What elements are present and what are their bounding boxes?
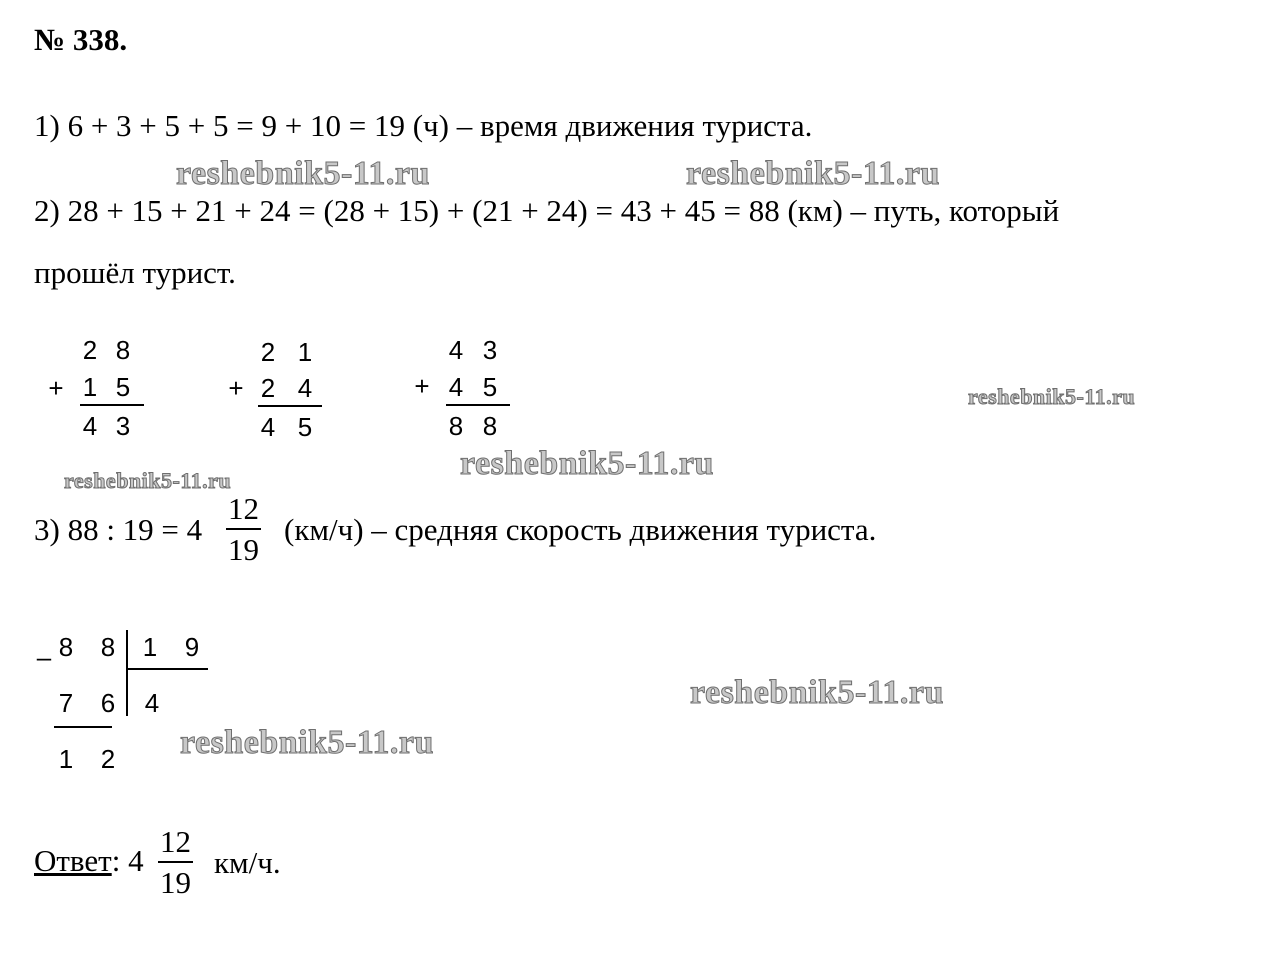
- fraction-numerator: 12: [158, 826, 193, 863]
- fraction-denominator: 19: [228, 532, 259, 567]
- column-addition-3: [408, 333, 518, 443]
- sum-digit: 5: [297, 412, 313, 442]
- watermark: reshebnik5-11.ru: [686, 155, 940, 192]
- watermark: reshebnik5-11.ru: [64, 468, 232, 493]
- dividend-digit: 8: [100, 632, 116, 662]
- remainder-line: [54, 726, 112, 728]
- sum-line: [80, 404, 144, 406]
- sum-digit: 8: [482, 411, 498, 441]
- addend-a-digit: 1: [297, 337, 313, 367]
- subtrahend-digit: 6: [100, 688, 116, 718]
- addend-a-digit: 3: [482, 335, 498, 365]
- addend-b-digit: 5: [115, 372, 131, 402]
- step-3-prefix: 3) 88 : 19 = 4: [34, 512, 203, 547]
- division-bar-vertical: [126, 630, 128, 716]
- column-addition-2: [222, 333, 332, 443]
- minus-sign: –: [36, 642, 52, 672]
- answer-colon: :: [111, 843, 121, 878]
- step-3-fraction: [226, 493, 261, 565]
- divisor-digit: 9: [184, 632, 200, 662]
- watermark: reshebnik5-11.ru: [460, 445, 714, 482]
- watermark: reshebnik5-11.ru: [180, 724, 434, 761]
- divisor-digit: 1: [142, 632, 158, 662]
- addend-b-digit: 5: [482, 372, 498, 402]
- watermark: reshebnik5-11.ru: [968, 384, 1136, 409]
- addend-a-digit: 4: [448, 335, 464, 365]
- quotient-digit: 4: [144, 688, 160, 718]
- fraction-numerator: 12: [226, 493, 261, 530]
- watermark: reshebnik5-11.ru: [690, 674, 944, 711]
- addend-b-digit: 4: [297, 373, 313, 403]
- column-addition-1: [40, 333, 150, 443]
- answer-line: [34, 843, 144, 879]
- subtrahend-digit: 7: [58, 688, 74, 718]
- addend-a-digit: 2: [260, 337, 276, 367]
- addend-a-digit: 8: [115, 335, 131, 365]
- addend-b-digit: 2: [260, 373, 276, 403]
- addend-a-digit: 2: [82, 335, 98, 365]
- answer-label: Ответ: [34, 843, 112, 878]
- answer-unit: км/ч.: [214, 845, 281, 880]
- addend-b-digit: 4: [448, 372, 464, 402]
- answer-whole: 4: [128, 843, 144, 878]
- remainder-digit: 1: [58, 744, 74, 774]
- sum-digit: 3: [115, 411, 131, 441]
- step-2-text-line-2: прошёл турист.: [34, 255, 236, 290]
- sum-digit: 4: [260, 412, 276, 442]
- answer-fraction: [158, 826, 193, 898]
- step-1-text: 1) 6 + 3 + 5 + 5 = 9 + 10 = 19 (ч) – время движения туриста.: [34, 108, 813, 143]
- sum-line: [446, 404, 510, 406]
- problem-number: № 338.: [34, 22, 128, 57]
- plus-sign: +: [228, 373, 244, 403]
- step-2-text-line-1: 2) 28 + 15 + 21 + 24 = (28 + 15) + (21 + 24) = 43 + 45 = 88 (км) – путь, который: [34, 193, 1060, 228]
- dividend-digit: 8: [58, 632, 74, 662]
- plus-sign: +: [48, 373, 64, 403]
- sum-line: [258, 405, 322, 407]
- watermark: reshebnik5-11.ru: [176, 155, 430, 192]
- sum-digit: 4: [82, 411, 98, 441]
- fraction-denominator: 19: [160, 865, 191, 900]
- sum-digit: 8: [448, 411, 464, 441]
- plus-sign: +: [414, 371, 430, 401]
- step-3-suffix: (км/ч) – средняя скорость движения туриста.: [284, 512, 877, 547]
- division-bar-horizontal: [126, 668, 208, 670]
- remainder-digit: 2: [100, 744, 116, 774]
- addend-b-digit: 1: [82, 372, 98, 402]
